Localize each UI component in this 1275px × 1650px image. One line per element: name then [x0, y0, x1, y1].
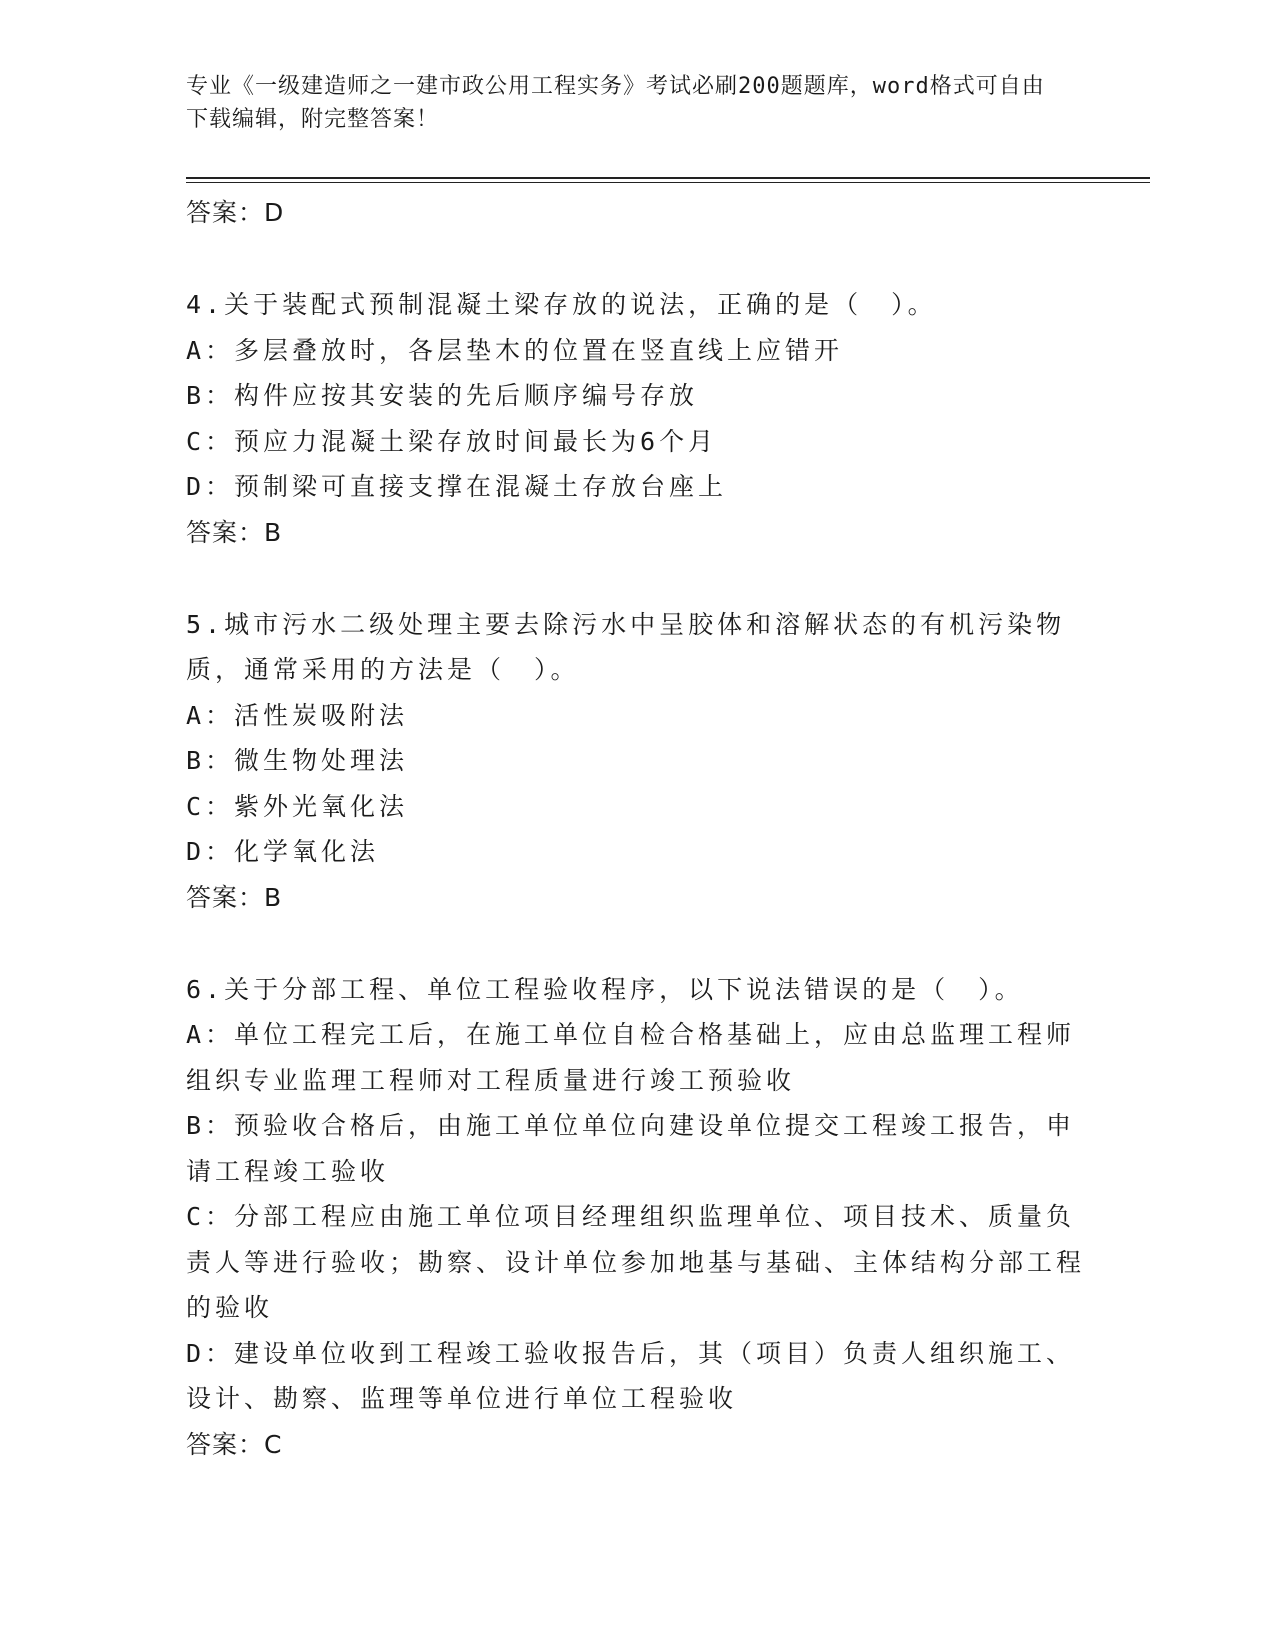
option-d: D：化学氧化法 — [186, 837, 380, 866]
option-c: C：分部工程应由施工单位项目经理组织监理单位、项目技术、质量负责人等进行验收；勘察、设计单位参加地基与基础、主体结构分部工程的验收 — [186, 1202, 1086, 1322]
option-c: C：预应力混凝土梁存放时间最长为6个月 — [186, 426, 718, 456]
option-a: A：活性炭吸附法 — [186, 700, 409, 730]
header-divider-thick — [186, 177, 1150, 179]
option-b: B：微生物处理法 — [186, 746, 409, 775]
questions-content — [186, 190, 1086, 1468]
question-stem: 6.关于分部工程、单位工程验收程序，以下说法错误的是（ ）。 — [186, 974, 1024, 1004]
question-answer: 答案：B — [186, 517, 283, 547]
option-d: D：预制梁可直接支撑在混凝土存放台座上 — [186, 472, 728, 501]
option-b: B：预验收合格后，由施工单位单位向建设单位提交工程竣工报告，申请工程竣工验收 — [186, 1111, 1076, 1186]
question-block-5 — [186, 602, 1086, 921]
question-stem: 5.城市污水二级处理主要去除污水中呈胶体和溶解状态的有机污染物质，通常采用的方法是（ ）。 — [186, 609, 1066, 684]
question-stem: 4.关于装配式预制混凝土梁存放的说法，正确的是（ ）。 — [186, 290, 937, 319]
option-b: B：构件应按其安装的先后顺序编号存放 — [186, 381, 699, 410]
option-c: C：紫外光氧化法 — [186, 791, 409, 821]
question-answer: 答案：C — [186, 1429, 283, 1459]
header-divider-thin — [186, 182, 1150, 183]
option-d: D：建设单位收到工程竣工验收报告后，其（项目）负责人组织施工、设计、勘察、监理等单位进行单位工程验收 — [186, 1338, 1076, 1413]
question-answer: 答案：B — [186, 882, 283, 912]
previous-answer: 答案：D — [186, 198, 285, 227]
option-a: A：多层叠放时，各层垫木的位置在竖直线上应错开 — [186, 335, 844, 365]
question-block-4 — [186, 282, 1086, 556]
question-block-6 — [186, 967, 1086, 1468]
page-header-text: 专业《一级建造师之一建市政公用工程实务》考试必刷200题题库，word格式可自由下载编辑，附完整答案！ — [186, 74, 1045, 132]
option-a: A：单位工程完工后，在施工单位自检合格基础上，应由总监理工程师组织专业监理工程师对工程质量进行竣工预验收 — [186, 1020, 1076, 1095]
